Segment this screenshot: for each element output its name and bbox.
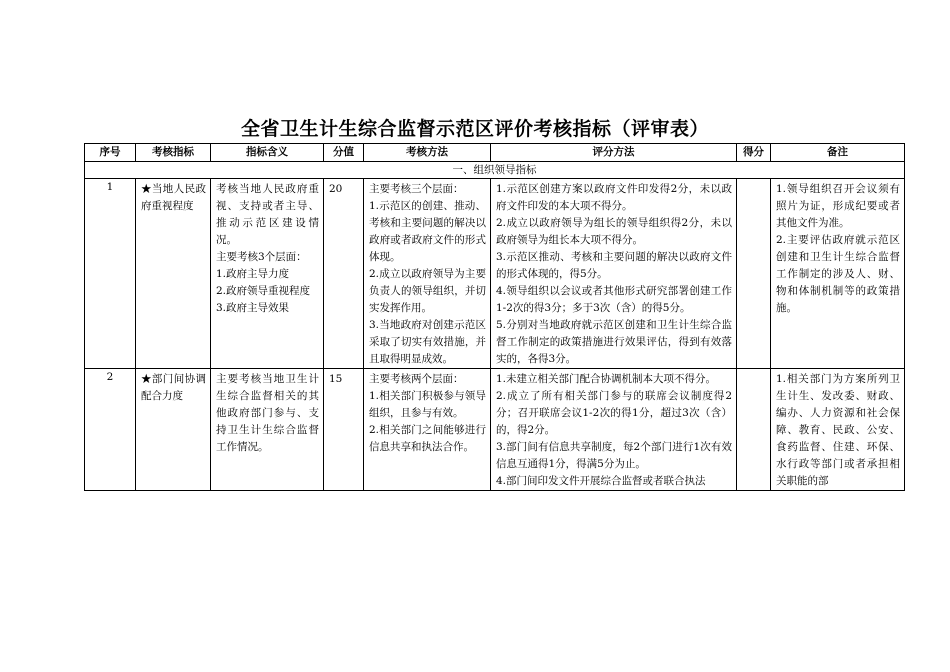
- points-cell[interactable]: [737, 369, 771, 491]
- meaning-line: 2.政府领导重视程度: [216, 285, 311, 297]
- notes-cell: [771, 369, 905, 491]
- indicator-text: ★部门间协调配合力度: [141, 373, 206, 402]
- table-row: [85, 179, 905, 369]
- scoring-line: 1.未建立相关部门配合协调机制本大项不得分。: [496, 373, 717, 385]
- scoring-line: 4.部门间印发文件开展综合监督或者联合执法: [496, 475, 706, 487]
- meaning-line: 1.政府主导力度: [216, 268, 290, 280]
- method-line: 主要考核两个层面：: [369, 373, 464, 385]
- header-score: 分值: [324, 144, 364, 162]
- notes-line: 1.领导组织召开会议须有照片为证，形成纪要或者其他文件为准。: [776, 183, 900, 229]
- method-line: 1.相关部门积极参与领导组织，且参与有效。: [369, 390, 486, 419]
- points-value: [737, 369, 770, 371]
- scoring-line: 2.成立以政府领导为组长的领导组织得2分，未以政府领导为组长本大项不得分。: [496, 217, 732, 246]
- page-title: 全省卫生计生综合监督示范区评价考核指标（评审表）: [240, 118, 709, 140]
- indicator-cell: [136, 179, 211, 369]
- table-row: [85, 369, 905, 491]
- row-number: 2: [85, 369, 136, 491]
- row-number: 1: [85, 179, 136, 369]
- meaning-line: 3.政府主导效果: [216, 302, 290, 314]
- header-meaning: 指标含义: [211, 144, 324, 162]
- score-cell: [324, 369, 364, 491]
- scoring-cell: [491, 369, 737, 491]
- scoring-line: 3.示范区推动、考核和主要问题的解决以政府文件的形式体现的，得5分。: [496, 251, 732, 280]
- meaning-line: 主要考核当地卫生计生综合监督相关的其他政府部门参与、支持卫生计生综合监督工作情况。: [216, 373, 319, 453]
- method-line: 2.相关部门之间能够进行信息共享和执法合作。: [369, 424, 486, 453]
- evaluation-table: [84, 143, 905, 491]
- header-notes: 备注: [771, 144, 905, 162]
- scoring-line: 3.部门间有信息共享制度，每2个部门进行1次有效信息互通得1分，得满5分为止。: [496, 441, 732, 470]
- section-row: [85, 162, 905, 179]
- points-cell[interactable]: [737, 179, 771, 369]
- method-cell: [364, 179, 491, 369]
- header-method: 考核方法: [364, 144, 491, 162]
- meaning-cell: [211, 369, 324, 491]
- score-cell: [324, 179, 364, 369]
- score-value: 15: [329, 373, 343, 385]
- notes-cell: [771, 179, 905, 369]
- notes-line: 1.相关部门为方案所列卫生计生、发改委、财政、编办、人力资源和社会保障、教育、民政、公安、食药监督、住建、环保、水行政等部门或者承担相关职能的部: [776, 373, 900, 487]
- score-value: 20: [329, 183, 343, 195]
- section-title: 一、组织领导指标: [85, 162, 905, 179]
- method-line: 3.当地政府对创建示范区采取了切实有效措施，并且取得明显成效。: [369, 319, 486, 365]
- method-line: 2.成立以政府领导为主要负责人的领导组织，并切实发挥作用。: [369, 268, 486, 314]
- notes-line: 2.主要评估政府就示范区创建和卫生计生综合监督工作制定的涉及人、财、物和体制机制等的政策措施。: [776, 234, 900, 314]
- indicator-cell: [136, 369, 211, 491]
- table-header-row: [85, 144, 905, 162]
- scoring-cell: [491, 179, 737, 369]
- meaning-line: 考核当地人民政府重视、支持或者主导、推动示范区建设情况。: [216, 183, 319, 246]
- method-line: 主要考核三个层面：: [369, 183, 464, 195]
- method-line: 1.示范区的创建、推动、考核和主要问题的解决以政府或者政府文件的形式体现。: [369, 200, 486, 263]
- scoring-line: 5.分别对当地政府就示范区创建和卫生计生综合监督工作制定的政策措施进行效果评估，得到有效落实的，各得3分。: [496, 319, 732, 365]
- scoring-line: 2.成立了所有相关部门参与的联席会议制度得2分；召开联席会议1-2次的得1分，超过3次（含）的，得2分。: [496, 390, 732, 436]
- header-seq: 序号: [85, 144, 136, 162]
- meaning-line: 主要考核3个层面：: [216, 251, 307, 263]
- method-cell: [364, 369, 491, 491]
- points-value: [737, 179, 770, 181]
- indicator-text: ★当地人民政府重视程度: [141, 183, 206, 212]
- scoring-line: 4.领导组织以会议或者其他形式研究部署创建工作1-2次的得3分；多于3次（含）的得5分。: [496, 285, 732, 314]
- meaning-cell: [211, 179, 324, 369]
- header-indicator: 考核指标: [136, 144, 211, 162]
- header-scoring: 评分方法: [491, 144, 737, 162]
- scoring-line: 1.示范区创建方案以政府文件印发得2分，未以政府文件印发的本大项不得分。: [496, 183, 732, 212]
- header-points: 得分: [737, 144, 771, 162]
